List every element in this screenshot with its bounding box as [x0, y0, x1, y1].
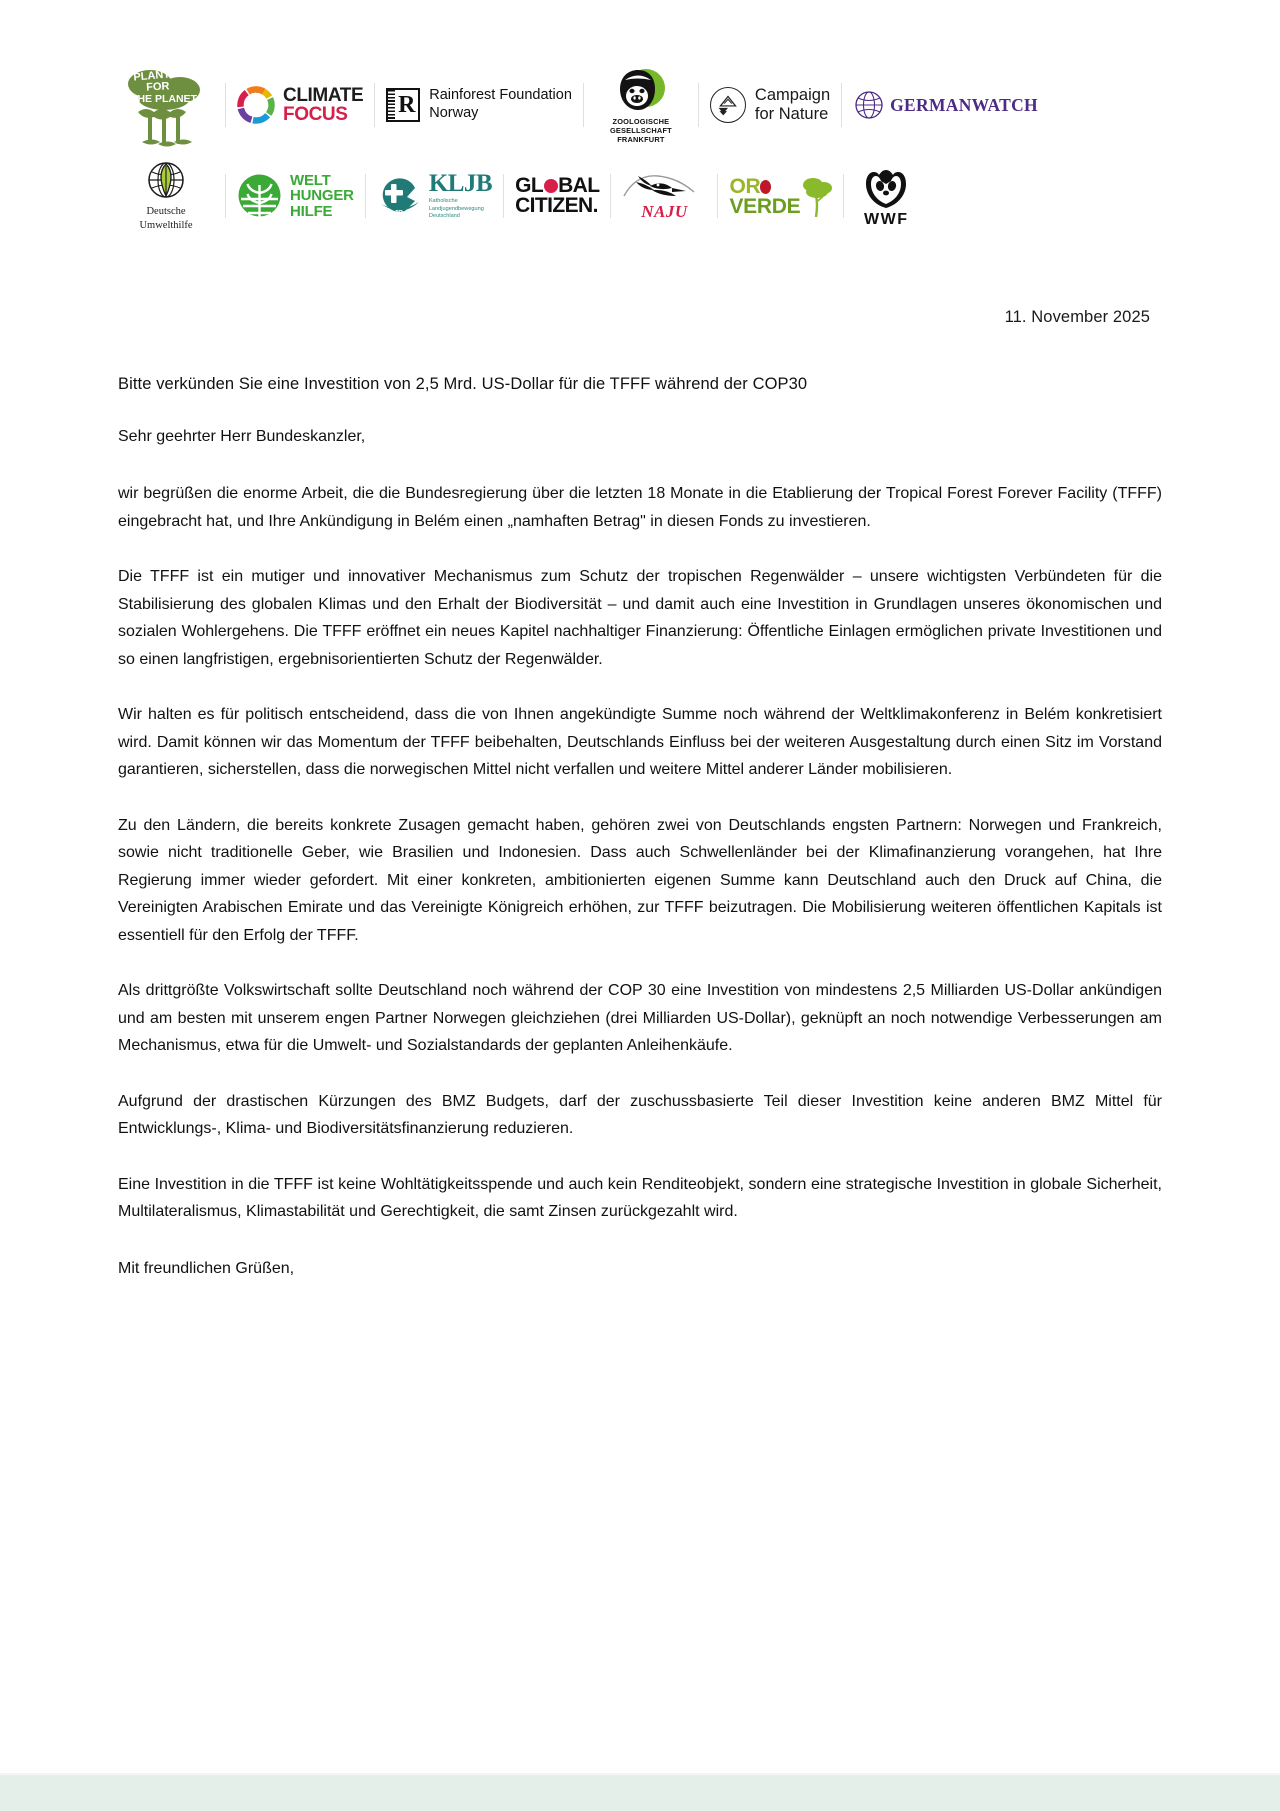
kljb-sub3: Deutschland: [428, 213, 460, 220]
letter-paragraph: Eine Investition in die TFFF ist keine Wohltätigkeitsspende und auch kein Renditeobjekt, sondern eine strategische Investition in globale Sicherheit, Multilateralismus, Klimastabilität und Gerechtigkeit, die samt Zinsen zurückgezahlt wird.: [118, 1175, 1162, 1221]
svg-text:FOR: FOR: [145, 80, 170, 94]
letter-paragraph: Zu den Ländern, die bereits konkrete Zusagen gemacht haben, gehören zwei von Deutschlands engsten Partnern: Norwegen und Frankreich, sowie nicht traditionelle Geber, wie Brasilien und Indonesien. Dass auch Schwellenländer bei der Klimafinanzierung vorangehen, hat Ihre Regierung immer wieder gefordert. Mit einer konkreten, ambitionierten eigenen Summe kann Deutschland auch den Druck auf China, die Vereinigten Arabischen Emirate und das Vereinigte Königreich erhöhen, zur TFFF beizutragen. Die Mobilisierung weiteren öffentlichen Kapitals ist essentiell für den Erfolg der TFFF.: [118, 816, 1162, 944]
logo-divider: [698, 83, 699, 127]
letter-paragraph: Aufgrund der drastischen Kürzungen des BMZ Budgets, darf der zuschussbasierte Teil dieser Investition keine anderen BMZ Mittel für Entwicklungs-, Klima- und Biodiversitätsfinanzierung reduzieren.: [118, 1092, 1162, 1138]
logo-divider: [225, 83, 226, 127]
logo-plant-for-the-planet: [118, 62, 214, 148]
whh-line3: HILFE: [290, 202, 333, 220]
wwf-panda-icon: [863, 164, 909, 210]
logo-divider: [503, 174, 504, 218]
oro-verde-line1: [729, 177, 800, 197]
campaign-for-nature-mountain-icon: [710, 87, 746, 123]
logo-naju: [622, 154, 706, 238]
oro-verde-tree-icon: [802, 175, 832, 217]
svg-text:PLANT: PLANT: [132, 68, 171, 84]
logo-campaign-for-nature: [710, 62, 830, 148]
zgf-line1: ZOOLOGISCHE: [612, 116, 670, 126]
letter-paragraph: wir begrüßen die enorme Arbeit, die die Bundesregierung über die letzten 18 Monate in die Etablierung der Tropical Forest Forever Facility (TFFF) eingebracht hat, und Ihre Ankündigung in Belém einen „namhaften Betrag" in diesen Fonds zu investieren.: [118, 485, 1162, 530]
ov-dot-icon: [760, 180, 771, 194]
logo-oro-verde: [729, 154, 832, 238]
kljb-wordmark: KLJB: [428, 170, 493, 198]
logo-divider: [841, 83, 842, 127]
footer-band: [0, 1775, 1280, 1811]
logo-germanwatch: [853, 62, 1038, 148]
logo-row-2: [118, 154, 1162, 238]
global-citizen-line2: CITIZEN.: [515, 194, 598, 217]
wwf-wordmark: WWF: [864, 210, 909, 228]
climate-focus-ring-icon: [237, 86, 275, 124]
logo-divider: [374, 83, 375, 127]
duh-line2: Umwelthilfe: [139, 220, 193, 231]
duh-line1: Deutsche: [146, 206, 186, 218]
gc-bal: BAL: [558, 173, 600, 197]
rfn-monogram-letter: R: [398, 91, 416, 118]
germanwatch-globe-icon: [853, 89, 885, 121]
svg-text:THE PLANET: THE PLANET: [131, 93, 197, 105]
logo-kljb: [377, 154, 492, 238]
logo-divider: [365, 174, 366, 218]
climate-focus-line2: FOCUS: [283, 104, 348, 125]
letter-paragraph: Als drittgrößte Volkswirtschaft sollte Deutschland noch während der COP 30 eine Investition von mindestens 2,5 Milliarden US-Dollar ankündigen und am besten mit unserem engen Partner Norwegen gleichziehen (drei Milliarden US-Dollar), geknüpft an noch notwendige Verbesserungen am Mechanismus, etwa für die Umwelt- und Sozialstandards der geplanten Anleihenkäufe.: [118, 982, 1162, 1055]
letter-paragraph: Wir halten es für politisch entscheidend, dass die von Ihnen angekündigte Summe noch während der Weltklimakonferenz in Belém konkretisiert wird. Damit können wir das Momentum der TFFF beibehalten, Deutschlands Einfluss bei der weiteren Ausgestaltung durch einen Sitz im Vorstand garantieren, sicherstellen, dass die norwegischen Mittel nicht verfallen und weitere Mittel anderer Länder mobilisieren.: [118, 706, 1162, 779]
logo-divider: [225, 174, 226, 218]
letter-content: [0, 308, 1280, 1278]
zgf-line3: FRANKFURT: [617, 135, 665, 145]
plant-for-the-planet-icon: [118, 62, 214, 148]
gc-gl: GL: [515, 173, 544, 197]
logo-divider: [717, 174, 718, 218]
ov-or: OR: [729, 175, 761, 199]
kljb-sub2: Landjugendbewegung: [428, 205, 484, 212]
letter-salutation: Sehr geehrter Herr Bundeskanzler,: [118, 428, 366, 445]
logo-global-citizen: [515, 154, 599, 238]
rfn-line2: Norway: [429, 105, 479, 121]
logo-wwf: [855, 154, 917, 238]
climate-focus-line1: CLIMATE: [283, 85, 364, 106]
letter-paragraph: Die TFFF ist ein mutiger und innovativer Mechanismus zum Schutz der tropischen Regenwälder – unsere wichtigsten Verbündeten für die Stabilisierung des globalen Klimas und den Erhalt der Biodiversität – und damit auch eine Investition in Grundlagen unseres ökonomischen und sozialen Wohlergehens. Die TFFF eröffnet ein neues Kapitel nachhaltiger Finanzierung: Öffentliche Einlagen ermöglichen private Investitionen und so einen langfristigen, ergebnisorientierten Schutz der Regenwälder.: [118, 568, 1162, 668]
logo-rainforest-foundation-norway: [386, 62, 572, 148]
whh-line1: WELT: [290, 172, 331, 190]
gorilla-icon: [616, 66, 666, 114]
germanwatch-wordmark: GERMANWATCH: [890, 94, 1038, 115]
gc-dot-icon: [544, 179, 558, 193]
logo-climate-focus: [237, 62, 363, 148]
zgf-line2: GESELLSCHAFT: [609, 125, 672, 135]
letter-subject: Bitte verkünden Sie eine Investition von 2,5 Mrd. US-Dollar für die TFFF während der COP30: [118, 375, 808, 393]
naju-wordmark: NAJU: [641, 202, 688, 221]
letter-date: 11. November 2025: [1004, 308, 1150, 326]
logo-divider: [843, 174, 844, 218]
rainforest-foundation-monogram-icon: [386, 88, 420, 122]
logo-row-1: [118, 62, 1162, 148]
letter-closing: Mit freundlichen Grüßen,: [118, 1259, 295, 1277]
logo-divider: [610, 174, 611, 218]
kljb-sub1: Katholische: [428, 198, 458, 205]
logo-deutsche-umwelthilfe: [118, 154, 214, 238]
logo-divider: [583, 83, 584, 127]
kljb-badge-text: KLJB: [384, 209, 403, 217]
cfn-line1: Campaign: [754, 85, 831, 104]
global-citizen-line1: [515, 173, 600, 197]
logo-welthungerhilfe: [237, 154, 354, 238]
logo-zoologische-gesellschaft-frankfurt: [595, 62, 687, 148]
rfn-line1: Rainforest Foundation: [429, 87, 572, 104]
kljb-cross-globe-icon: [377, 174, 423, 218]
partner-logo-bar: [0, 0, 1280, 238]
cfn-line2: for Nature: [754, 105, 829, 123]
oro-verde-line2: VERDE: [729, 195, 801, 219]
deutsche-umwelthilfe-leaf-globe-icon: [145, 159, 187, 201]
welthungerhilfe-plant-icon: [237, 173, 282, 218]
naju-stork-icon: [622, 170, 698, 204]
whh-line2: HUNGER: [290, 187, 354, 205]
